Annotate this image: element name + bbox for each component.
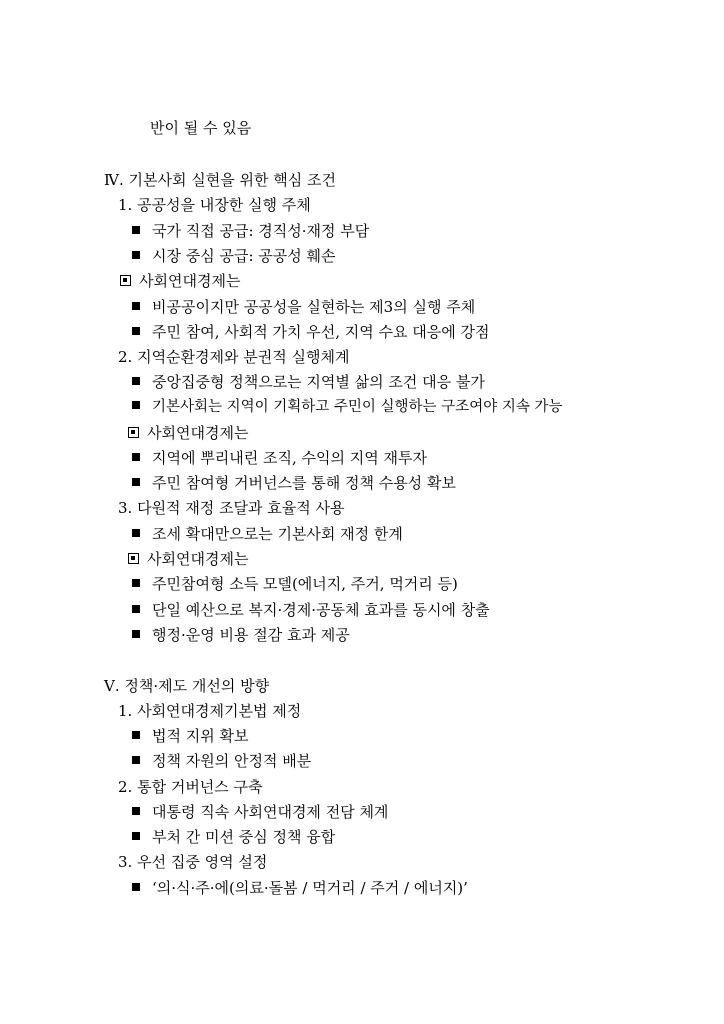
square-bullet-icon <box>132 478 140 486</box>
square-bullet-icon <box>132 605 140 613</box>
filled-box-icon <box>128 553 139 564</box>
sub-label: 사회연대경제는 <box>120 271 240 291</box>
list-item: 국가 직접 공급: 경직성·재정 부담 <box>132 221 369 241</box>
section-4-item-2-title: 2. 지역순환경제와 분권적 실행체계 <box>118 348 350 366</box>
list-item: 조세 확대만으로는 기본사회 재정 한계 <box>132 524 403 544</box>
square-bullet-icon <box>132 401 140 409</box>
square-bullet-icon <box>132 883 140 891</box>
square-bullet-icon <box>132 453 140 461</box>
section-5-item-3-title: 3. 우선 집중 영역 설정 <box>118 853 268 871</box>
list-item: 부처 간 미션 중심 정책 융합 <box>132 827 335 847</box>
square-bullet-icon <box>132 251 140 259</box>
list-item: 기본사회는 지역이 기획하고 주민이 실행하는 구조여야 지속 가능 <box>132 397 562 417</box>
square-bullet-icon <box>132 529 140 537</box>
list-item: 대통령 직속 사회연대경제 전담 체계 <box>132 802 388 822</box>
list-item: 지역에 뿌리내린 조직, 수익의 지역 재투자 <box>132 448 427 468</box>
square-bullet-icon <box>132 302 140 310</box>
continuation-text: 반이 될 수 있음 <box>150 119 252 137</box>
list-item: 비공공이지만 공공성을 실현하는 제3의 실행 주체 <box>132 297 475 317</box>
square-bullet-icon <box>132 731 140 739</box>
square-bullet-icon <box>132 756 140 764</box>
section-5-heading: Ⅴ. 정책·제도 개선의 방향 <box>104 677 270 695</box>
sub-label: 사회연대경제는 <box>128 423 248 443</box>
list-item: 주민 참여, 사회적 가치 우선, 지역 수요 대응에 강점 <box>132 322 489 342</box>
list-item: 중앙집중형 정책으로는 지역별 삶의 조건 대응 불가 <box>132 372 485 392</box>
list-item: 주민참여형 소득 모델(에너지, 주거, 먹거리 등) <box>132 574 458 594</box>
square-bullet-icon <box>132 807 140 815</box>
section-5-item-1-title: 1. 사회연대경제기본법 제정 <box>118 702 302 720</box>
square-bullet-icon <box>132 327 140 335</box>
list-item: ‘의·식·주·에(의료·돌봄 / 먹거리 / 주거 / 에너지)’ <box>132 878 468 898</box>
sub-label: 사회연대경제는 <box>128 549 248 569</box>
filled-box-icon <box>128 427 139 438</box>
list-item: 시장 중심 공급: 공공성 훼손 <box>132 246 336 266</box>
section-4-item-3-title: 3. 다원적 재정 조달과 효율적 사용 <box>118 499 345 517</box>
square-bullet-icon <box>132 832 140 840</box>
list-item: 법적 지위 확보 <box>132 726 248 746</box>
square-bullet-icon <box>132 377 140 385</box>
section-4-item-1-title: 1. 공공성을 내장한 실행 주체 <box>118 196 311 214</box>
filled-box-icon <box>120 275 131 286</box>
list-item: 단일 예산으로 복지·경제·공동체 효과를 동시에 창출 <box>132 600 490 620</box>
list-item: 행정·운영 비용 절감 효과 제공 <box>132 625 350 645</box>
section-4-heading: Ⅳ. 기본사회 실현을 위한 핵심 조건 <box>104 171 336 189</box>
square-bullet-icon <box>132 226 140 234</box>
square-bullet-icon <box>132 630 140 638</box>
list-item: 정책 자원의 안정적 배분 <box>132 751 311 771</box>
section-5-item-2-title: 2. 통합 거버넌스 구축 <box>118 778 263 796</box>
list-item: 주민 참여형 거버넌스를 통해 정책 수용성 확보 <box>132 473 456 493</box>
square-bullet-icon <box>132 579 140 587</box>
